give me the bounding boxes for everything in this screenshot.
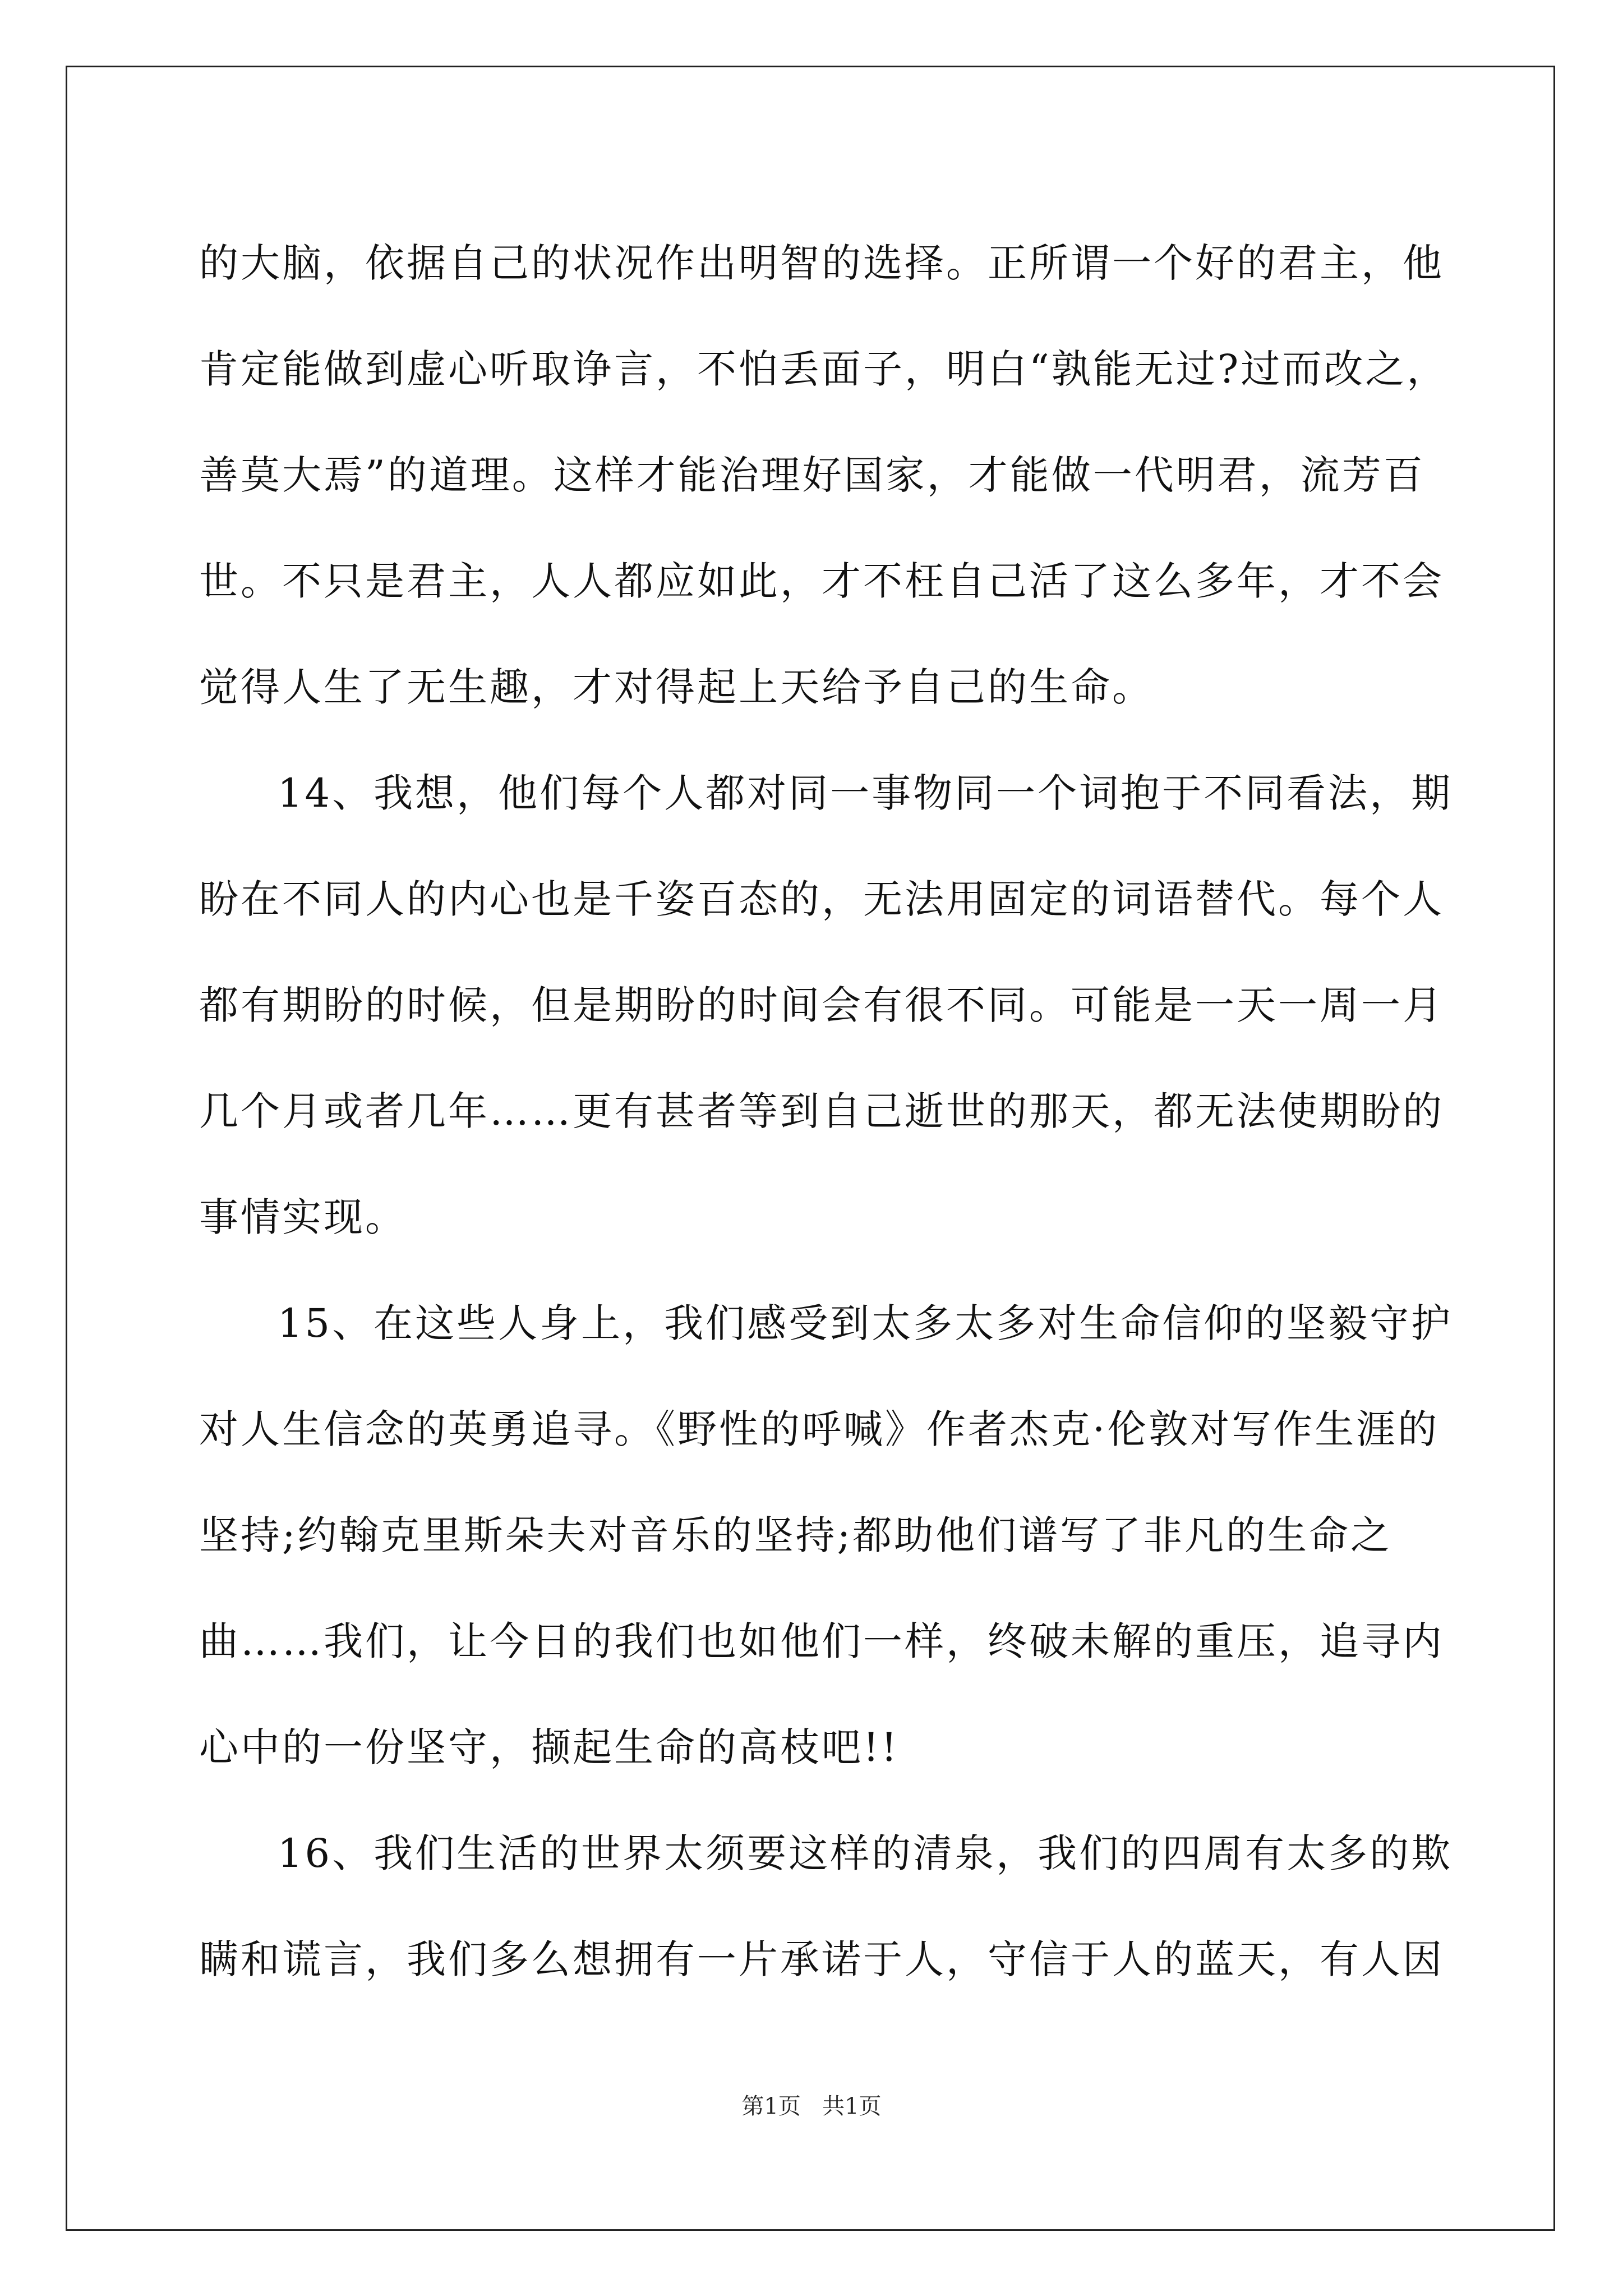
page-footer: [0, 2090, 1623, 2123]
paragraph-15-start: 15、在这些人身上，我们感受到太多太多对生命信仰的坚毅守护: [278, 1300, 1453, 1346]
text-line: 几个月或者几年……更有甚者等到自己逝世的那天，都无法使期盼的: [199, 1088, 1444, 1134]
text-line: 的大脑，依据自己的状况作出明智的选择。正所谓一个好的君主，他: [199, 240, 1444, 286]
text-line: 坚持;约翰克里斯朵夫对音乐的坚持;都助他们谱写了非凡的生命之: [199, 1512, 1393, 1558]
text-line: 肯定能做到虚心听取诤言，不怕丢面子，明白“孰能无过?过而改之，: [199, 346, 1449, 392]
text-line: 世。不只是君主，人人都应如此，才不枉自己活了这么多年，才不会: [199, 558, 1444, 604]
text-line: 瞒和谎言，我们多么想拥有一片承诺于人，守信于人的蓝天，有人因: [199, 1936, 1444, 1982]
page-total: 共1页: [822, 2093, 882, 2119]
text-line: 对人生信念的英勇追寻。《野性的呼喊》作者杰克·伦敦对写作生涯的: [199, 1406, 1440, 1452]
text-line: 曲……我们，让今日的我们也如他们一样，终破未解的重压，追寻内: [199, 1618, 1444, 1664]
document-body: [199, 210, 1453, 2013]
page-number: 第1页: [741, 2093, 801, 2119]
text-line: 善莫大焉”的道理。这样才能治理好国家，才能做一代明君，流芳百: [199, 452, 1425, 498]
text-line: 觉得人生了无生趣，才对得起上天给予自己的生命。: [199, 664, 1154, 710]
text-line: 都有期盼的时候，但是期盼的时间会有很不同。可能是一天一周一月: [199, 982, 1444, 1028]
paragraph-14-start: 14、我想，他们每个人都对同一事物同一个词抱于不同看法，期: [278, 770, 1453, 816]
paragraph-16-start: 16、我们生活的世界太须要这样的清泉，我们的四周有太多的欺: [278, 1830, 1453, 1876]
text-line: 心中的一份坚守，撷起生命的高枝吧!!: [199, 1724, 900, 1770]
text-line: 盼在不同人的内心也是千姿百态的，无法用固定的词语替代。每个人: [199, 876, 1444, 922]
text-line: 事情实现。: [199, 1194, 407, 1240]
